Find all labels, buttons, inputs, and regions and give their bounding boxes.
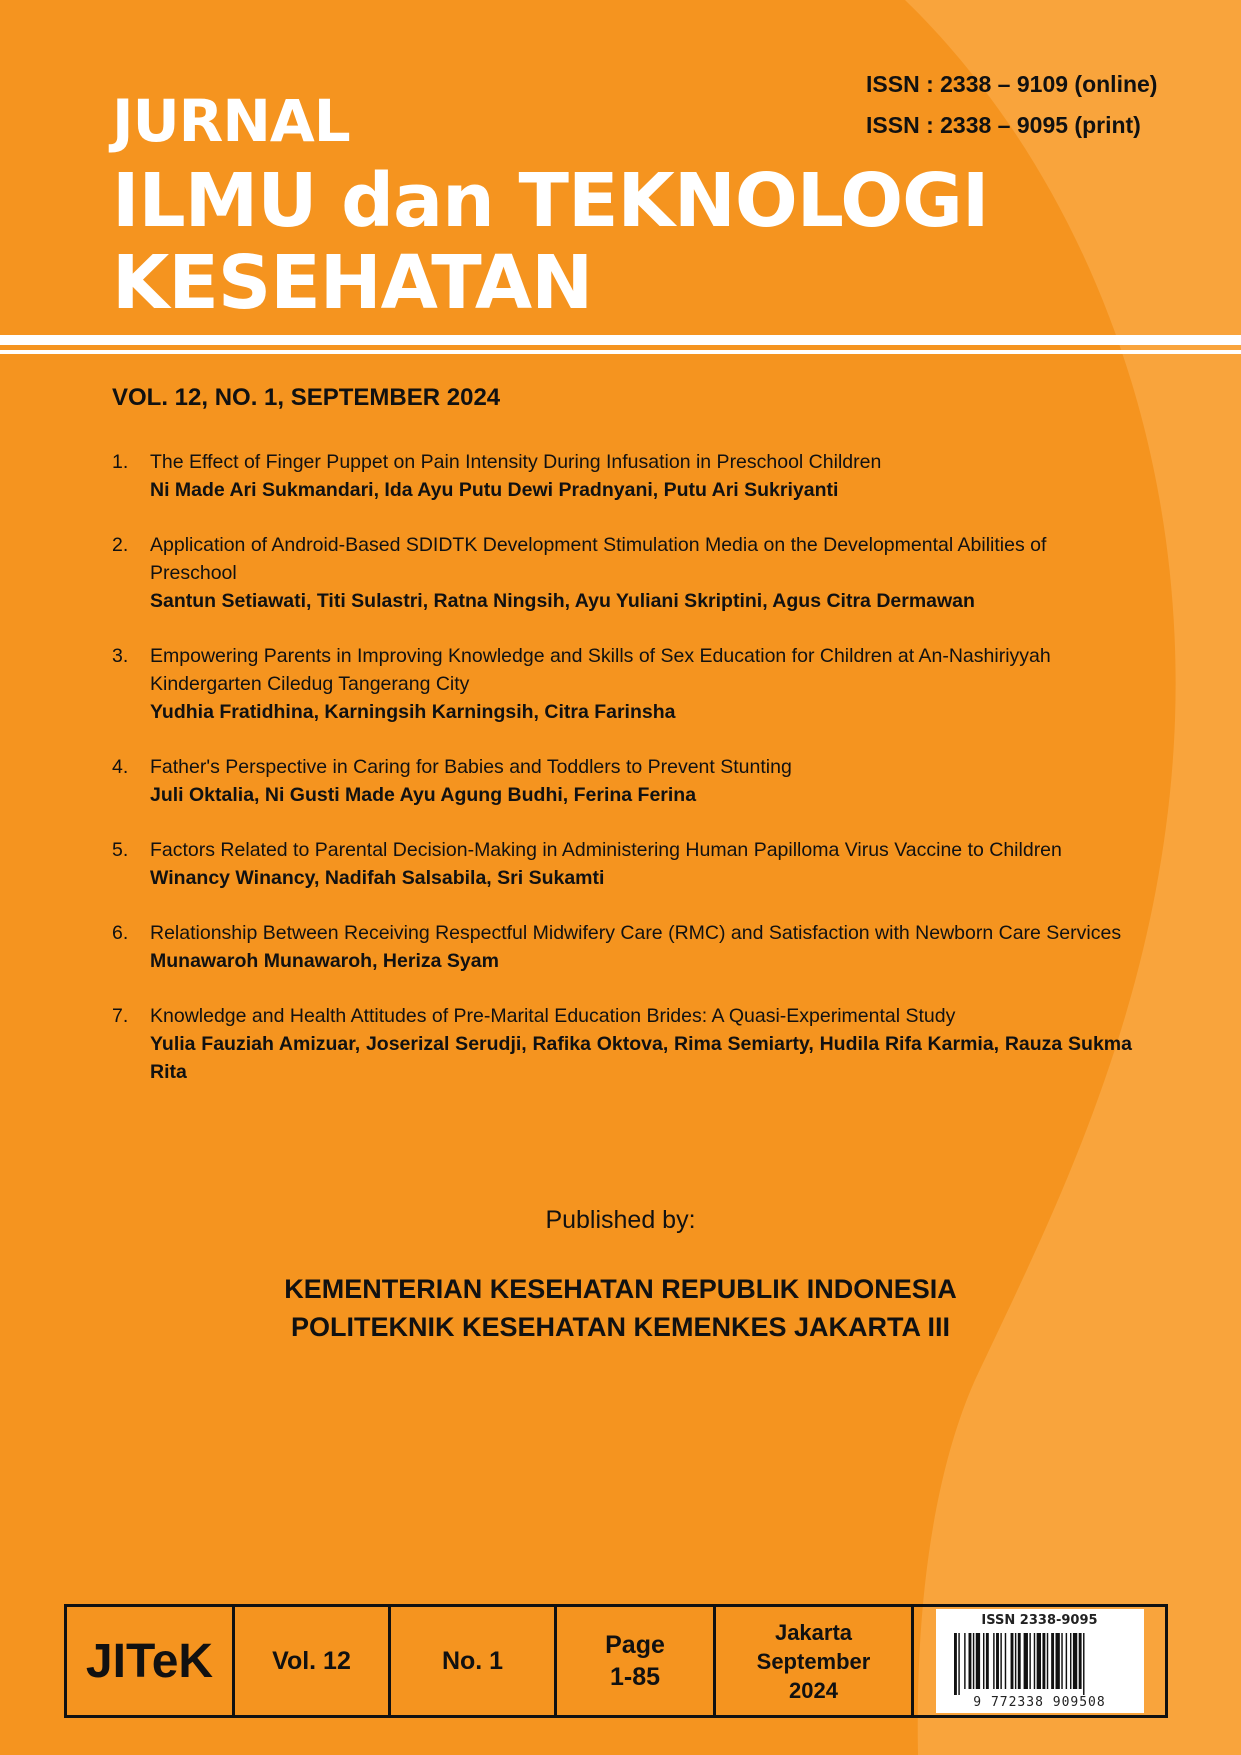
barcode-bar — [983, 1633, 984, 1689]
article-authors: Santun Setiawati, Titi Sulastri, Ratna Ningsih, Ayu Yuliani Skriptini, Agus Citra Dermawan — [150, 590, 975, 612]
publisher-line-2: POLITEKNIK KESEHATAN KEMENKES JAKARTA III — [290, 1312, 951, 1342]
published-by-label: Published by: — [545, 1206, 696, 1234]
barcode-bar — [1004, 1633, 1005, 1689]
barcode-bar — [964, 1633, 965, 1689]
barcode-bar — [1070, 1633, 1071, 1689]
barcode-bar — [993, 1633, 994, 1689]
barcode-bar — [1010, 1633, 1013, 1689]
footer-month: September — [756, 1648, 871, 1674]
page-label: Page — [605, 1631, 665, 1659]
barcode-bar — [975, 1633, 979, 1689]
footer-info-table — [64, 1604, 1168, 1718]
article-authors: Juli Oktalia, Ni Gusti Made Ayu Agung Budhi, Ferina Ferina — [150, 784, 697, 806]
barcode-bar — [985, 1633, 988, 1689]
article-number: 1. — [112, 451, 129, 473]
barcode — [936, 1609, 1144, 1713]
list-item — [112, 1002, 1132, 1086]
article-list — [112, 448, 1132, 1113]
list-item — [112, 753, 1132, 809]
journal-logo: JITeK — [67, 1607, 235, 1715]
article-authors: Ni Made Ari Sukmandari, Ida Ayu Putu Dewi Pradnyani, Putu Ari Sukriyanti — [150, 479, 839, 501]
barcode-bar — [968, 1633, 971, 1689]
footer-year: 2024 — [789, 1677, 838, 1703]
article-authors: Yudhia Fratidhina, Karningsih Karningsih, Citra Farinsha — [150, 701, 676, 723]
list-item — [112, 531, 1132, 615]
divider-thick — [0, 335, 1241, 345]
article-number: 6. — [112, 922, 129, 944]
barcode-digits: 9 772338 909508 — [973, 1695, 1106, 1710]
barcode-bar — [1051, 1633, 1054, 1689]
article-title: Factors Related to Parental Decision-Making in Administering Human Papilloma Virus Vaccine to Children — [150, 839, 1062, 861]
title-line-3: KESEHATAN — [112, 240, 593, 326]
divider-thin — [0, 350, 1241, 354]
article-title: Application of Android-Based SDIDTK Development Stimulation Media on the Developmental Abilities of Preschool — [150, 534, 1047, 584]
publisher-line-1: KEMENTERIAN KESEHATAN REPUBLIK INDONESIA — [284, 1274, 957, 1304]
footer-volume: Vol. 12 — [235, 1607, 391, 1715]
barcode-bar — [1072, 1633, 1076, 1689]
barcode-cell — [914, 1607, 1165, 1715]
article-title: Relationship Between Receiving Respectful Midwifery Care (RMC) and Satisfaction with Newborn Care Services — [150, 922, 1122, 944]
article-number: 4. — [112, 756, 129, 778]
article-title: Knowledge and Health Attitudes of Pre-Marital Education Brides: A Quasi-Experimental Study — [150, 1005, 956, 1027]
footer-city: Jakarta — [774, 1619, 853, 1645]
barcode-bar — [1036, 1633, 1040, 1689]
issn-online: ISSN : 2338 – 9109 (online) — [866, 71, 1158, 97]
title-line-2: ILMU dan TEKNOLOGI — [112, 158, 989, 244]
issn-print: ISSN : 2338 – 9095 (print) — [866, 112, 1141, 138]
barcode-issn: ISSN 2338-9095 — [981, 1613, 1098, 1628]
article-number: 7. — [112, 1005, 129, 1027]
barcode-bar — [1023, 1633, 1027, 1689]
article-title: The Effect of Finger Puppet on Pain Intensity During Infusation in Preschool Children — [150, 451, 882, 473]
barcode-bar — [1017, 1633, 1020, 1689]
volume-heading: VOL. 12, NO. 1, SEPTEMBER 2024 — [112, 384, 501, 411]
barcode-bar — [1061, 1633, 1062, 1689]
journal-title — [112, 87, 989, 326]
list-item — [112, 448, 1132, 504]
publisher-block — [0, 1270, 1241, 1346]
barcode-bar — [1033, 1633, 1034, 1689]
footer-place-date — [716, 1607, 914, 1715]
title-line-1: JURNAL — [112, 87, 350, 155]
barcode-bar — [1014, 1633, 1015, 1689]
list-item — [112, 836, 1132, 892]
barcode-bar — [972, 1633, 973, 1689]
page-range: 1-85 — [609, 1663, 661, 1691]
article-number: 2. — [112, 534, 129, 556]
barcode-bar — [996, 1633, 999, 1689]
barcode-bar — [1000, 1633, 1001, 1689]
barcode-bar — [1078, 1633, 1081, 1689]
article-authors: Winancy Winancy, Nadifah Salsabila, Sri Sukamti — [150, 867, 605, 889]
footer-pages — [557, 1607, 716, 1715]
list-item — [112, 642, 1132, 726]
article-title: Father's Perspective in Caring for Babies and Toddlers to Prevent Stunting — [150, 756, 792, 778]
article-number: 3. — [112, 645, 129, 667]
article-authors: Munawaroh Munawaroh, Heriza Syam — [150, 950, 499, 972]
barcode-bar — [1055, 1633, 1059, 1689]
article-title: Empowering Parents in Improving Knowledge and Skills of Sex Education for Children at An-Nashiriyyah Kindergarten Ciledug Tangerang City — [150, 645, 1051, 695]
article-number: 5. — [112, 839, 129, 861]
barcode-bars — [954, 1633, 1126, 1695]
barcode-bar — [1029, 1633, 1030, 1689]
footer-number: No. 1 — [391, 1607, 557, 1715]
barcode-bar — [958, 1633, 959, 1695]
list-item — [112, 919, 1132, 975]
barcode-bar — [1065, 1633, 1066, 1689]
issn-block — [866, 64, 1157, 146]
barcode-bar — [1046, 1633, 1047, 1689]
article-authors: Yulia Fauziah Amizuar, Joserizal Serudji, Rafika Oktova, Rima Semiarty, Hudila Rifa Karmia, Rauza Sukma Rita — [150, 1033, 1132, 1083]
barcode-bar — [1083, 1633, 1084, 1695]
barcode-bar — [1042, 1633, 1045, 1689]
barcode-bar — [954, 1633, 957, 1695]
